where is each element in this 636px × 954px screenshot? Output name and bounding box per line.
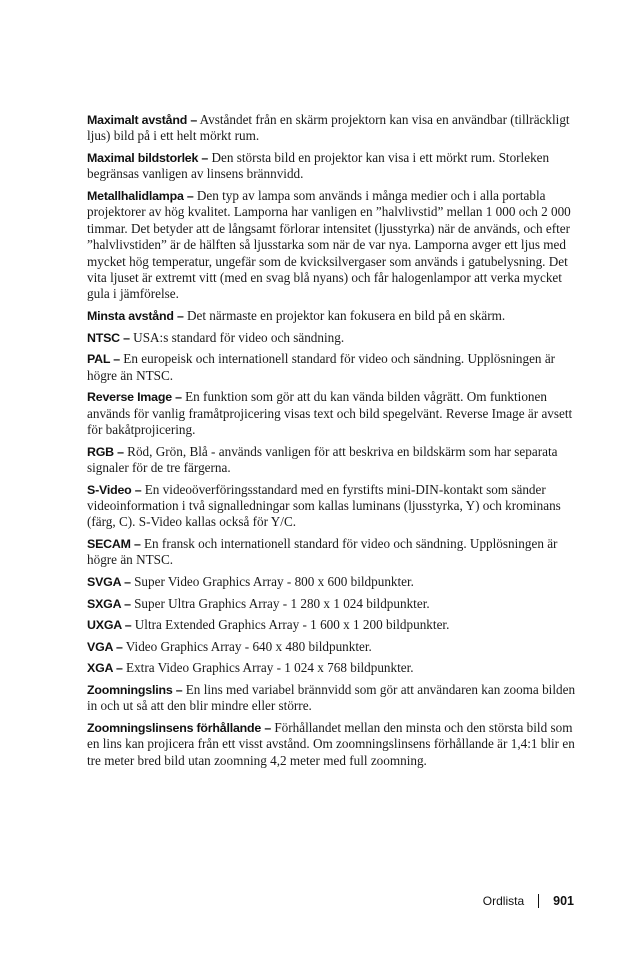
- glossary-entry: [87, 639, 579, 655]
- glossary-term: Minsta avstånd –: [87, 309, 184, 324]
- glossary-entry: [87, 660, 579, 676]
- glossary-term: SECAM –: [87, 537, 141, 552]
- glossary-entry: [87, 682, 579, 715]
- glossary-entry: [87, 112, 579, 145]
- glossary-entry: [87, 444, 579, 477]
- glossary-entry: [87, 188, 579, 303]
- glossary-entry: [87, 308, 579, 324]
- glossary-entry: [87, 720, 579, 769]
- glossary-term: SXGA –: [87, 596, 131, 611]
- glossary-term: Maximal bildstorlek –: [87, 151, 209, 165]
- glossary-definition: Super Ultra Graphics Array - 1 280 x 1 024 bildpunkter.: [130, 595, 430, 611]
- glossary-term: SVGA –: [87, 575, 131, 590]
- glossary-entry: [87, 596, 579, 612]
- glossary-definition: Det närmaste en projektor kan fokusera en bild på en skärm.: [183, 308, 506, 324]
- page-number: 901: [553, 894, 574, 908]
- glossary-definition: Ultra Extended Graphics Array - 1 600 x 1 200 bildpunkter.: [131, 617, 450, 633]
- glossary-term: RGB –: [87, 444, 124, 459]
- glossary-term: XGA –: [87, 661, 123, 676]
- glossary-entry: [87, 536, 579, 569]
- glossary-definition: Röd, Grön, Blå - används vanligen för att beskriva en bildskärm som har separata signaler för de tre färgerna.: [87, 443, 558, 476]
- glossary-entry: [87, 351, 579, 384]
- glossary-definition: En lins med variabel brännvidd som gör att användaren kan zooma bilden in och ut så att den blir mindre eller större.: [87, 682, 576, 714]
- glossary-entry: [87, 482, 579, 531]
- glossary-term: VGA –: [87, 639, 123, 654]
- glossary-body: [87, 112, 579, 774]
- glossary-term: UXGA –: [87, 618, 132, 633]
- glossary-definition: En fransk och internationell standard för video och sändning. Upplösningen är högre än NTSC.: [87, 536, 558, 568]
- glossary-term: Maximalt avstånd –: [87, 113, 198, 127]
- glossary-term: NTSC –: [87, 330, 130, 345]
- footer-divider: [538, 894, 539, 908]
- glossary-definition: Den största bild en projektor kan visa i ett mörkt rum. Storleken begränsas vanligen av linsens brännvidd.: [87, 150, 550, 182]
- glossary-definition: Den typ av lampa som används i många medier och i alla portabla projektorer av hög kvalitet. Lamporna har vanligen en ”halvlivstid” mellan 1 000 och 2 000 timmar. Det betyder att de långsamt förlorar intensitet (ljusstyrka) när de används, och efter ”halvlivstiden” är de hälften så ljusstarka som när de var nya. Lamporna avger ett ljus med mycket hög temperatur, ungefär som de kvicksilvergaser som används i gatubelysning. Det vita ljuset är extremt vitt (med en svag blå nyans) och får halogenlampor att verka mycket gula i jämförelse.: [87, 188, 571, 302]
- glossary-definition: Super Video Graphics Array - 800 x 600 bildpunkter.: [130, 574, 414, 590]
- footer-section-title: Ordlista: [482, 894, 525, 908]
- glossary-entry: [87, 574, 579, 590]
- glossary-definition: En funktion som gör att du kan vända bilden vågrätt. Om funktionen används för vanlig framåtprojicering visas text och bild spegelvänt. Reverse Image är avsett för bakåtprojicering.: [87, 389, 573, 438]
- glossary-definition: En videoöverföringsstandard med en fyrstifts mini-DIN-kontakt som sänder videoinformation i två signalledningar som kallas luminans (ljusstyrka, Y) och krominans (färg, C). S-Video kallas också för Y/C.: [87, 481, 561, 530]
- glossary-definition: Förhållandet mellan den minsta och den största bild som en lins kan projicera från ett visst avstånd. Om zoomningslinsens förhållande är 1,4:1 blir en tre meter bred bild utan zoomning 4,2 meter med full zoomning.: [87, 720, 575, 768]
- glossary-term: Reverse Image –: [87, 390, 182, 405]
- glossary-definition: Video Graphics Array - 640 x 480 bildpunkter.: [122, 638, 372, 654]
- glossary-definition: En europeisk och internationell standard för video och sändning. Upplösningen är högre än NTSC.: [87, 351, 556, 383]
- glossary-definition: Avståndet från en skärm projektorn kan visa en användbar (tillräckligt ljus) bild på i ett helt mörkt rum.: [87, 112, 570, 144]
- glossary-entry: [87, 150, 579, 183]
- glossary-definition: Extra Video Graphics Array - 1 024 x 768 bildpunkter.: [122, 660, 414, 676]
- glossary-entry: [87, 617, 579, 633]
- glossary-definition: USA:s standard för video och sändning.: [129, 329, 345, 345]
- glossary-term: S-Video –: [87, 482, 142, 497]
- glossary-entry: [87, 389, 579, 438]
- glossary-term: Metallhalidlampa –: [87, 189, 194, 203]
- glossary-term: PAL –: [87, 352, 120, 367]
- page-footer: [483, 894, 574, 908]
- glossary-term: Zoomningslins –: [87, 683, 183, 697]
- glossary-entry: [87, 330, 579, 346]
- glossary-term: Zoomningslinsens förhållande –: [87, 721, 272, 735]
